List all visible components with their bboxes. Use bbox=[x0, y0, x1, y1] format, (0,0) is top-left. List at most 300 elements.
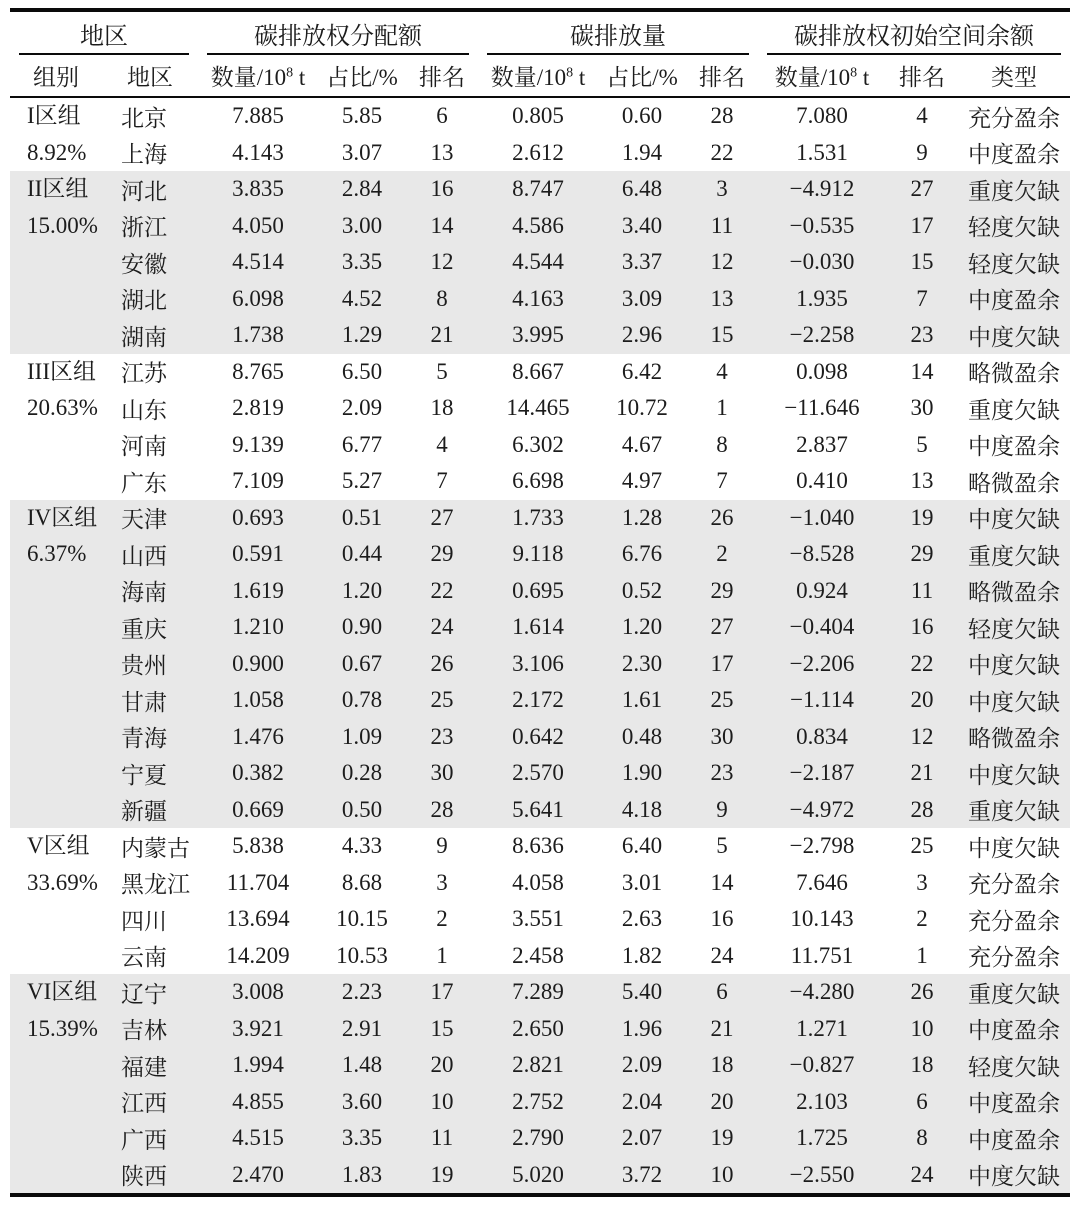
table-row bbox=[10, 500, 1070, 537]
cell-emission-share: 1.82 bbox=[621, 942, 663, 968]
cell-group-label bbox=[10, 974, 102, 1195]
cell-region: 吉林 bbox=[102, 1011, 198, 1048]
cell-region: 广西 bbox=[102, 1120, 198, 1157]
cell-allocation-qty: 3.921 bbox=[198, 1011, 318, 1048]
cell-emission-rank: 16 bbox=[710, 906, 734, 932]
cell-emission-rank: 29 bbox=[686, 573, 758, 610]
cell-emission-rank: 5 bbox=[716, 833, 728, 859]
cell-emission-share: 1.28 bbox=[598, 500, 686, 537]
cell-allocation-rank: 25 bbox=[406, 682, 478, 719]
cell-balance-rank: 8 bbox=[886, 1120, 958, 1157]
cell-allocation-share: 0.44 bbox=[318, 536, 406, 573]
cell-emission-qty: 14.465 bbox=[506, 395, 570, 421]
cell-allocation-share: 5.85 bbox=[341, 103, 383, 129]
cell-emission-rank: 12 bbox=[686, 244, 758, 281]
cell-balance-rank: 18 bbox=[886, 1047, 958, 1084]
table-row bbox=[10, 682, 1070, 719]
subheader-superscript: 8 bbox=[566, 65, 574, 81]
cell-balance-rank: 14 bbox=[910, 358, 934, 384]
cell-region: 山东 bbox=[121, 397, 167, 423]
cell-allocation-share: 3.35 bbox=[318, 1120, 406, 1157]
subheader-bal-rank bbox=[886, 55, 958, 97]
cell-emission-share: 3.72 bbox=[598, 1157, 686, 1196]
column-group-header-region bbox=[10, 10, 198, 55]
cell-emission-rank: 8 bbox=[716, 431, 728, 457]
cell-balance-type: 中度欠缺 bbox=[958, 317, 1070, 354]
subheader-label: 占比/% bbox=[326, 65, 398, 90]
cell-allocation-share: 3.60 bbox=[318, 1084, 406, 1121]
cell-balance-rank: 13 bbox=[910, 468, 934, 494]
cell-balance-rank: 26 bbox=[886, 974, 958, 1011]
cell-region: 重庆 bbox=[102, 609, 198, 646]
subheader-label: 排名 bbox=[899, 65, 945, 90]
cell-allocation-share: 10.15 bbox=[336, 906, 388, 932]
group-name: VI区组 bbox=[27, 979, 98, 1004]
table-row bbox=[10, 244, 1070, 281]
cell-emission-share: 3.01 bbox=[621, 869, 663, 895]
cell-emission-qty: 9.118 bbox=[478, 536, 598, 573]
cell-balance-type: 中度盈余 bbox=[968, 142, 1060, 168]
cell-allocation-share: 1.48 bbox=[318, 1047, 406, 1084]
cell-balance-qty: −2.550 bbox=[758, 1157, 886, 1196]
cell-allocation-rank: 17 bbox=[406, 974, 478, 1011]
cell-emission-rank: 1 bbox=[716, 395, 728, 421]
cell-emission-rank: 14 bbox=[710, 869, 734, 895]
cell-emission-qty: 2.612 bbox=[512, 139, 564, 165]
cell-allocation-rank: 9 bbox=[436, 833, 448, 859]
table-row bbox=[10, 354, 1070, 391]
cell-emission-qty: 0.695 bbox=[478, 573, 598, 610]
cell-allocation-rank: 10 bbox=[406, 1084, 478, 1121]
table-row bbox=[10, 463, 1070, 500]
cell-emission-rank: 10 bbox=[686, 1157, 758, 1196]
cell-allocation-rank: 30 bbox=[406, 755, 478, 792]
cell-balance-qty: −2.258 bbox=[758, 317, 886, 354]
cell-balance-type: 中度盈余 bbox=[968, 434, 1060, 460]
cell-emission-qty: 5.641 bbox=[478, 792, 598, 829]
cell-allocation-qty: 4.143 bbox=[232, 139, 284, 165]
cell-balance-rank: 30 bbox=[910, 395, 934, 421]
subheader-label: 数量/10 bbox=[490, 65, 567, 90]
cell-balance-qty: −8.528 bbox=[758, 536, 886, 573]
cell-balance-qty: 2.837 bbox=[796, 431, 848, 457]
cell-emission-rank: 23 bbox=[686, 755, 758, 792]
cell-emission-qty: 8.747 bbox=[478, 171, 598, 208]
cell-emission-qty: 7.289 bbox=[478, 974, 598, 1011]
cell-balance-rank: 2 bbox=[916, 906, 928, 932]
table-row bbox=[10, 974, 1070, 1011]
cell-emission-qty: 0.805 bbox=[512, 103, 564, 129]
cell-region: 河南 bbox=[121, 434, 167, 460]
cell-allocation-rank: 18 bbox=[430, 395, 454, 421]
cell-balance-qty: 10.143 bbox=[790, 906, 854, 932]
cell-balance-rank: 17 bbox=[886, 208, 958, 245]
subheader-emis-rank bbox=[686, 55, 758, 97]
cell-allocation-qty: 0.900 bbox=[198, 646, 318, 683]
cell-emission-rank: 24 bbox=[710, 942, 734, 968]
cell-balance-qty: −2.798 bbox=[789, 833, 855, 859]
cell-balance-type: 重度欠缺 bbox=[968, 397, 1060, 423]
cell-allocation-rank: 16 bbox=[406, 171, 478, 208]
cell-allocation-share: 0.90 bbox=[318, 609, 406, 646]
subheader-label: 占比/% bbox=[606, 65, 678, 90]
cell-balance-qty: 0.834 bbox=[758, 719, 886, 756]
cell-emission-share: 0.52 bbox=[598, 573, 686, 610]
cell-region: 四川 bbox=[121, 908, 167, 934]
column-group-label: 地区 bbox=[80, 24, 128, 50]
cell-emission-share: 6.48 bbox=[598, 171, 686, 208]
cell-balance-qty: 0.410 bbox=[796, 468, 848, 494]
table-row bbox=[10, 792, 1070, 829]
cell-emission-share: 2.07 bbox=[598, 1120, 686, 1157]
cell-region: 云南 bbox=[121, 945, 167, 971]
cell-emission-rank: 4 bbox=[716, 358, 728, 384]
cell-emission-share: 1.20 bbox=[598, 609, 686, 646]
cell-balance-rank: 11 bbox=[886, 573, 958, 610]
cell-emission-rank: 7 bbox=[716, 468, 728, 494]
cell-allocation-rank: 26 bbox=[406, 646, 478, 683]
cell-balance-rank: 9 bbox=[916, 139, 928, 165]
cell-allocation-qty: 0.591 bbox=[198, 536, 318, 573]
cell-balance-qty: 1.531 bbox=[796, 139, 848, 165]
cell-emission-qty: 0.642 bbox=[478, 719, 598, 756]
table-row bbox=[10, 938, 1070, 975]
cell-group-label bbox=[10, 828, 102, 974]
cell-allocation-rank: 19 bbox=[406, 1157, 478, 1196]
subheader-label: 组别 bbox=[33, 65, 79, 90]
cell-allocation-share: 6.50 bbox=[341, 358, 383, 384]
column-group-header-balance bbox=[758, 10, 1070, 55]
cell-region: 福建 bbox=[102, 1047, 198, 1084]
table-row bbox=[10, 427, 1070, 464]
column-group-label: 碳排放权初始空间余额 bbox=[794, 24, 1034, 50]
cell-balance-type: 略微盈余 bbox=[968, 361, 1060, 387]
cell-balance-type: 中度欠缺 bbox=[958, 500, 1070, 537]
cell-region: 陕西 bbox=[102, 1157, 198, 1196]
group-percentage: 8.92% bbox=[27, 139, 87, 165]
cell-emission-share: 2.30 bbox=[598, 646, 686, 683]
cell-region: 江西 bbox=[102, 1084, 198, 1121]
cell-balance-rank: 29 bbox=[886, 536, 958, 573]
cell-emission-qty: 2.458 bbox=[512, 942, 564, 968]
cell-balance-type: 中度盈余 bbox=[958, 1011, 1070, 1048]
cell-balance-type: 轻度欠缺 bbox=[958, 1047, 1070, 1084]
cell-balance-type: 中度欠缺 bbox=[968, 835, 1060, 861]
cell-group-label bbox=[10, 500, 102, 829]
cell-emission-rank: 22 bbox=[710, 139, 734, 165]
cell-emission-qty: 2.821 bbox=[478, 1047, 598, 1084]
cell-allocation-qty: 3.835 bbox=[198, 171, 318, 208]
cell-balance-rank: 22 bbox=[886, 646, 958, 683]
column-group-label: 碳排放权分配额 bbox=[254, 24, 422, 50]
cell-balance-qty: 7.646 bbox=[796, 869, 848, 895]
cell-balance-qty: −2.187 bbox=[758, 755, 886, 792]
cell-allocation-qty: 8.765 bbox=[232, 358, 284, 384]
cell-allocation-qty: 5.838 bbox=[232, 833, 284, 859]
cell-emission-qty: 6.302 bbox=[512, 431, 564, 457]
subheader-group bbox=[10, 55, 102, 97]
cell-balance-type: 充分盈余 bbox=[968, 945, 1060, 971]
table-row bbox=[10, 1084, 1070, 1121]
cell-allocation-qty: 7.109 bbox=[232, 468, 284, 494]
table-row bbox=[10, 208, 1070, 245]
cell-emission-rank: 9 bbox=[686, 792, 758, 829]
cell-region: 天津 bbox=[102, 500, 198, 537]
cell-allocation-qty: 1.210 bbox=[198, 609, 318, 646]
cell-balance-qty: −11.646 bbox=[784, 395, 860, 421]
cell-allocation-qty: 1.738 bbox=[198, 317, 318, 354]
cell-emission-rank: 13 bbox=[686, 281, 758, 318]
cell-allocation-share: 0.67 bbox=[318, 646, 406, 683]
subheader-superscript: 8 bbox=[850, 65, 858, 81]
cell-allocation-share: 10.53 bbox=[336, 942, 388, 968]
cell-region: 内蒙古 bbox=[121, 835, 190, 861]
cell-allocation-qty: 4.515 bbox=[198, 1120, 318, 1157]
cell-allocation-rank: 7 bbox=[436, 468, 448, 494]
subheader-emis-qty bbox=[478, 55, 598, 97]
cell-emission-share: 2.96 bbox=[598, 317, 686, 354]
cell-balance-type: 中度欠缺 bbox=[958, 646, 1070, 683]
subheader-label: 地区 bbox=[127, 65, 173, 90]
table-row bbox=[10, 1120, 1070, 1157]
cell-allocation-rank: 14 bbox=[406, 208, 478, 245]
subheader-label: 排名 bbox=[419, 65, 465, 90]
cell-emission-rank: 27 bbox=[686, 609, 758, 646]
table-row bbox=[10, 755, 1070, 792]
cell-region: 甘肃 bbox=[102, 682, 198, 719]
table-row bbox=[10, 171, 1070, 208]
cell-emission-qty: 2.172 bbox=[478, 682, 598, 719]
subheader-unit: t bbox=[573, 65, 586, 90]
cell-balance-qty: −1.114 bbox=[758, 682, 886, 719]
cell-balance-type: 轻度欠缺 bbox=[958, 244, 1070, 281]
cell-allocation-share: 1.29 bbox=[318, 317, 406, 354]
cell-emission-rank: 19 bbox=[686, 1120, 758, 1157]
cell-emission-share: 1.96 bbox=[598, 1011, 686, 1048]
cell-allocation-rank: 6 bbox=[436, 103, 448, 129]
cell-allocation-qty: 14.209 bbox=[226, 942, 290, 968]
cell-balance-type: 略微盈余 bbox=[958, 573, 1070, 610]
cell-emission-qty: 8.667 bbox=[512, 358, 564, 384]
subheader-unit: t bbox=[293, 65, 306, 90]
cell-balance-qty: 0.098 bbox=[796, 358, 848, 384]
cell-balance-rank: 24 bbox=[886, 1157, 958, 1196]
cell-emission-rank: 17 bbox=[686, 646, 758, 683]
cell-emission-share: 4.67 bbox=[621, 431, 663, 457]
cell-balance-type: 略微盈余 bbox=[968, 470, 1060, 496]
table-row bbox=[10, 281, 1070, 318]
cell-emission-rank: 2 bbox=[686, 536, 758, 573]
cell-emission-qty: 8.636 bbox=[512, 833, 564, 859]
cell-emission-rank: 15 bbox=[686, 317, 758, 354]
cell-balance-type: 重度欠缺 bbox=[958, 974, 1070, 1011]
table-row bbox=[10, 97, 1070, 135]
cell-balance-qty: −4.280 bbox=[758, 974, 886, 1011]
group-name: II区组 bbox=[27, 176, 89, 201]
cell-allocation-rank: 28 bbox=[406, 792, 478, 829]
cell-emission-rank: 26 bbox=[686, 500, 758, 537]
cell-balance-qty: 2.103 bbox=[758, 1084, 886, 1121]
cell-emission-rank: 3 bbox=[686, 171, 758, 208]
cell-emission-rank: 20 bbox=[686, 1084, 758, 1121]
cell-group-label bbox=[10, 97, 102, 171]
cell-group-label bbox=[10, 171, 102, 354]
cell-emission-rank: 11 bbox=[686, 208, 758, 245]
cell-balance-rank: 12 bbox=[886, 719, 958, 756]
group-name: III区组 bbox=[27, 358, 96, 384]
spanner-row bbox=[10, 10, 1070, 55]
cell-emission-qty: 2.570 bbox=[478, 755, 598, 792]
cell-balance-type: 重度欠缺 bbox=[958, 171, 1070, 208]
subheader-label: 排名 bbox=[699, 65, 745, 90]
table-row bbox=[10, 828, 1070, 865]
cell-emission-rank: 18 bbox=[686, 1047, 758, 1084]
cell-allocation-share: 2.09 bbox=[341, 395, 383, 421]
cell-allocation-rank: 24 bbox=[406, 609, 478, 646]
cell-allocation-share: 4.33 bbox=[341, 833, 383, 859]
cell-group-label bbox=[10, 354, 102, 500]
cell-allocation-qty: 13.694 bbox=[226, 906, 290, 932]
group-percentage: 20.63% bbox=[27, 395, 98, 420]
subheader-label: 数量/10 bbox=[210, 65, 287, 90]
table-row bbox=[10, 573, 1070, 610]
cell-balance-rank: 5 bbox=[916, 431, 928, 457]
cell-allocation-rank: 11 bbox=[406, 1120, 478, 1157]
cell-balance-qty: −0.030 bbox=[758, 244, 886, 281]
cell-region: 山西 bbox=[102, 536, 198, 573]
cell-balance-qty: 1.271 bbox=[758, 1011, 886, 1048]
cell-balance-rank: 7 bbox=[886, 281, 958, 318]
cell-balance-type: 充分盈余 bbox=[968, 872, 1060, 898]
cell-allocation-share: 1.20 bbox=[318, 573, 406, 610]
table-row bbox=[10, 135, 1070, 172]
cell-allocation-qty: 2.819 bbox=[232, 395, 284, 421]
cell-balance-qty: 1.725 bbox=[758, 1120, 886, 1157]
cell-emission-qty: 3.995 bbox=[478, 317, 598, 354]
table-row bbox=[10, 719, 1070, 756]
cell-region: 辽宁 bbox=[102, 974, 198, 1011]
cell-emission-qty: 5.020 bbox=[478, 1157, 598, 1196]
cell-balance-type: 中度盈余 bbox=[958, 1120, 1070, 1157]
cell-balance-rank: 27 bbox=[886, 171, 958, 208]
cell-allocation-rank: 23 bbox=[406, 719, 478, 756]
cell-emission-share: 10.72 bbox=[616, 395, 668, 421]
column-group-header-emission bbox=[478, 10, 758, 55]
cell-emission-share: 3.40 bbox=[598, 208, 686, 245]
cell-emission-qty: 3.551 bbox=[512, 906, 564, 932]
cell-allocation-share: 3.00 bbox=[318, 208, 406, 245]
cell-balance-qty: 0.924 bbox=[758, 573, 886, 610]
table-row bbox=[10, 609, 1070, 646]
cell-allocation-qty: 4.050 bbox=[198, 208, 318, 245]
cell-region: 河北 bbox=[102, 171, 198, 208]
cell-emission-share: 2.63 bbox=[621, 906, 663, 932]
cell-allocation-share: 2.91 bbox=[318, 1011, 406, 1048]
cell-emission-qty: 4.058 bbox=[512, 869, 564, 895]
cell-emission-qty: 2.650 bbox=[478, 1011, 598, 1048]
cell-allocation-share: 0.28 bbox=[318, 755, 406, 792]
cell-balance-type: 充分盈余 bbox=[968, 908, 1060, 934]
cell-balance-qty: −0.827 bbox=[758, 1047, 886, 1084]
cell-emission-share: 3.37 bbox=[598, 244, 686, 281]
cell-balance-type: 中度欠缺 bbox=[958, 755, 1070, 792]
cell-allocation-qty: 0.669 bbox=[198, 792, 318, 829]
cell-balance-type: 中度盈余 bbox=[958, 281, 1070, 318]
cell-allocation-rank: 22 bbox=[406, 573, 478, 610]
cell-allocation-qty: 1.476 bbox=[198, 719, 318, 756]
cell-emission-share: 2.09 bbox=[598, 1047, 686, 1084]
cell-balance-qty: −2.206 bbox=[758, 646, 886, 683]
subheader-alloc-qty bbox=[198, 55, 318, 97]
cell-allocation-qty: 2.470 bbox=[198, 1157, 318, 1196]
table-row bbox=[10, 646, 1070, 683]
table-body bbox=[10, 97, 1070, 1195]
cell-emission-rank: 30 bbox=[686, 719, 758, 756]
cell-balance-qty: −4.972 bbox=[758, 792, 886, 829]
cell-balance-rank: 4 bbox=[916, 103, 928, 129]
cell-balance-type: 重度欠缺 bbox=[958, 536, 1070, 573]
cell-emission-qty: 2.790 bbox=[478, 1120, 598, 1157]
cell-balance-type: 轻度欠缺 bbox=[958, 609, 1070, 646]
cell-balance-rank: 1 bbox=[916, 942, 928, 968]
cell-emission-qty: 4.544 bbox=[478, 244, 598, 281]
cell-balance-rank: 28 bbox=[886, 792, 958, 829]
table-row bbox=[10, 390, 1070, 427]
subheader-superscript: 8 bbox=[286, 65, 294, 81]
cell-region: 贵州 bbox=[102, 646, 198, 683]
cell-balance-rank: 21 bbox=[886, 755, 958, 792]
cell-balance-type: 中度盈余 bbox=[958, 1084, 1070, 1121]
cell-emission-qty: 4.586 bbox=[478, 208, 598, 245]
table-row bbox=[10, 865, 1070, 902]
group-name: I区组 bbox=[27, 103, 81, 128]
cell-allocation-qty: 1.619 bbox=[198, 573, 318, 610]
cell-allocation-share: 5.27 bbox=[341, 468, 383, 494]
cell-allocation-share: 6.77 bbox=[341, 431, 383, 457]
cell-emission-share: 4.18 bbox=[598, 792, 686, 829]
cell-allocation-rank: 3 bbox=[436, 869, 448, 895]
cell-balance-rank: 10 bbox=[886, 1011, 958, 1048]
cell-allocation-rank: 12 bbox=[406, 244, 478, 281]
cell-allocation-rank: 1 bbox=[436, 942, 448, 968]
cell-balance-rank: 16 bbox=[886, 609, 958, 646]
cell-allocation-share: 1.09 bbox=[318, 719, 406, 756]
cell-allocation-share: 3.35 bbox=[318, 244, 406, 281]
group-percentage: 15.39% bbox=[27, 1015, 98, 1041]
table-row bbox=[10, 901, 1070, 938]
cell-emission-rank: 28 bbox=[710, 103, 734, 129]
cell-region: 新疆 bbox=[102, 792, 198, 829]
cell-balance-rank: 23 bbox=[886, 317, 958, 354]
cell-emission-qty: 1.614 bbox=[478, 609, 598, 646]
cell-allocation-qty: 6.098 bbox=[198, 281, 318, 318]
cell-region: 浙江 bbox=[102, 208, 198, 245]
cell-balance-type: 中度欠缺 bbox=[958, 1157, 1070, 1196]
cell-emission-share: 1.61 bbox=[598, 682, 686, 719]
cell-emission-rank: 25 bbox=[686, 682, 758, 719]
cell-allocation-share: 0.50 bbox=[318, 792, 406, 829]
cell-emission-qty: 6.698 bbox=[512, 468, 564, 494]
cell-balance-qty: 1.935 bbox=[758, 281, 886, 318]
cell-balance-type: 重度欠缺 bbox=[958, 792, 1070, 829]
cell-region: 广东 bbox=[121, 470, 167, 496]
table-row bbox=[10, 1157, 1070, 1196]
cell-allocation-share: 3.07 bbox=[341, 139, 383, 165]
cell-allocation-qty: 9.139 bbox=[232, 431, 284, 457]
cell-allocation-share: 0.78 bbox=[318, 682, 406, 719]
subheader-alloc-share bbox=[318, 55, 406, 97]
cell-allocation-qty: 0.693 bbox=[198, 500, 318, 537]
